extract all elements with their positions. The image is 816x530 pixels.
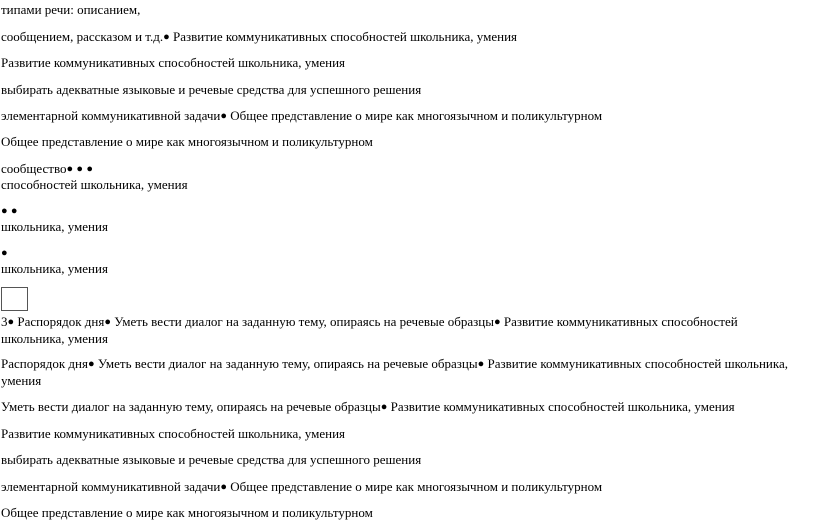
text-line-4 <box>1 82 421 97</box>
text-line-12-part-a: Распорядок дня <box>1 356 88 371</box>
text-line-16 <box>1 479 602 496</box>
bullet-icon: ● <box>493 316 501 328</box>
text-line-8 <box>1 177 188 192</box>
text-line-3 <box>1 55 345 70</box>
text-line-13-part-a: Уметь вести диалог на заданную тему, опираясь на речевые образцы <box>1 399 381 414</box>
text-line-9-part-a: школьника, умения <box>1 219 108 234</box>
text-line-9 <box>1 219 108 234</box>
text-line-5-part-a: элементарной коммуникативной задачи <box>1 108 221 123</box>
text-line-11-part-c: Уметь вести диалог на заданную тему, опираясь на речевые образцы <box>111 314 494 329</box>
text-line-7 <box>1 161 93 178</box>
bullet-icon: ● <box>76 163 84 175</box>
empty-table-cell <box>1 287 28 311</box>
bullet-icon: ● <box>104 316 111 328</box>
bullet-icon: ● <box>66 163 74 175</box>
bullet-icon: ● <box>163 31 170 43</box>
bullet-icon: ● <box>220 110 228 122</box>
text-line-12-part-b: Уметь вести диалог на заданную тему, опираясь на речевые образцы <box>94 356 478 371</box>
text-line-12-part-c: Развитие коммуникативных способностей школьника, умения <box>1 356 789 388</box>
bullet-row-1 <box>1 203 18 220</box>
bullet-icon: ● <box>87 358 95 370</box>
text-line-4-part-a: выбирать адекватные языковые и речевые средства для успешного решения <box>1 82 422 97</box>
text-line-14-part-a: Развитие коммуникативных способностей школьника, умения <box>1 426 346 441</box>
text-line-17-part-a: Общее представление о мире как многоязычном и поликультурном <box>1 505 373 520</box>
text-line-11-part-d: Развитие коммуникативных способностей школьника, умения <box>1 314 738 346</box>
bullet-icon: ● <box>10 205 18 217</box>
text-line-16-part-b: Общее представление о мире как многоязычном и поликультурном <box>227 479 603 494</box>
text-line-13-part-b: Развитие коммуникативных способностей школьника, умения <box>387 399 735 414</box>
text-line-15-part-a: выбирать адекватные языковые и речевые средства для успешного решения <box>1 452 422 467</box>
text-line-15 <box>1 452 421 467</box>
text-line-11-part-a: 3 <box>1 314 8 329</box>
text-line-16-part-a: элементарной коммуникативной задачи <box>1 479 221 494</box>
text-line-3-part-a: Развитие коммуникативных способностей школьника, умения <box>1 55 346 70</box>
bullet-icon: ● <box>380 401 388 413</box>
text-line-5-part-b: Общее представление о мире как многоязычном и поликультурном <box>227 108 603 123</box>
bullet-icon: ● <box>86 163 93 175</box>
text-line-13 <box>1 399 735 416</box>
bullet-icon: ● <box>1 247 8 259</box>
text-line-6-part-a: Общее представление о мире как многоязычном и поликультурном <box>1 134 373 149</box>
text-line-12 <box>1 356 791 388</box>
text-line-1-part-a: типами речи: описанием, <box>1 2 141 17</box>
text-line-7-part-a: сообщество <box>1 161 67 176</box>
text-line-2-part-b: Развитие коммуникативных способностей школьника, умения <box>169 29 518 44</box>
text-line-10 <box>1 261 108 276</box>
text-line-10-part-a: школьника, умения <box>1 261 108 276</box>
text-line-1 <box>1 2 140 17</box>
bullet-row-2 <box>1 245 8 262</box>
text-line-11-part-b: Распорядок дня <box>14 314 105 329</box>
text-line-5 <box>1 108 602 125</box>
text-line-6 <box>1 134 373 149</box>
bullet-icon: ● <box>220 481 228 493</box>
text-line-2-part-a: сообщением, рассказом и т.д. <box>1 29 164 44</box>
bullet-icon: ● <box>7 316 15 328</box>
text-line-11 <box>1 314 791 346</box>
bullet-icon: ● <box>1 205 8 217</box>
text-line-2 <box>1 29 517 46</box>
bullet-icon: ● <box>477 358 485 370</box>
text-line-14 <box>1 426 345 441</box>
text-line-8-part-a: способностей школьника, умения <box>1 177 188 192</box>
text-line-17 <box>1 505 373 520</box>
